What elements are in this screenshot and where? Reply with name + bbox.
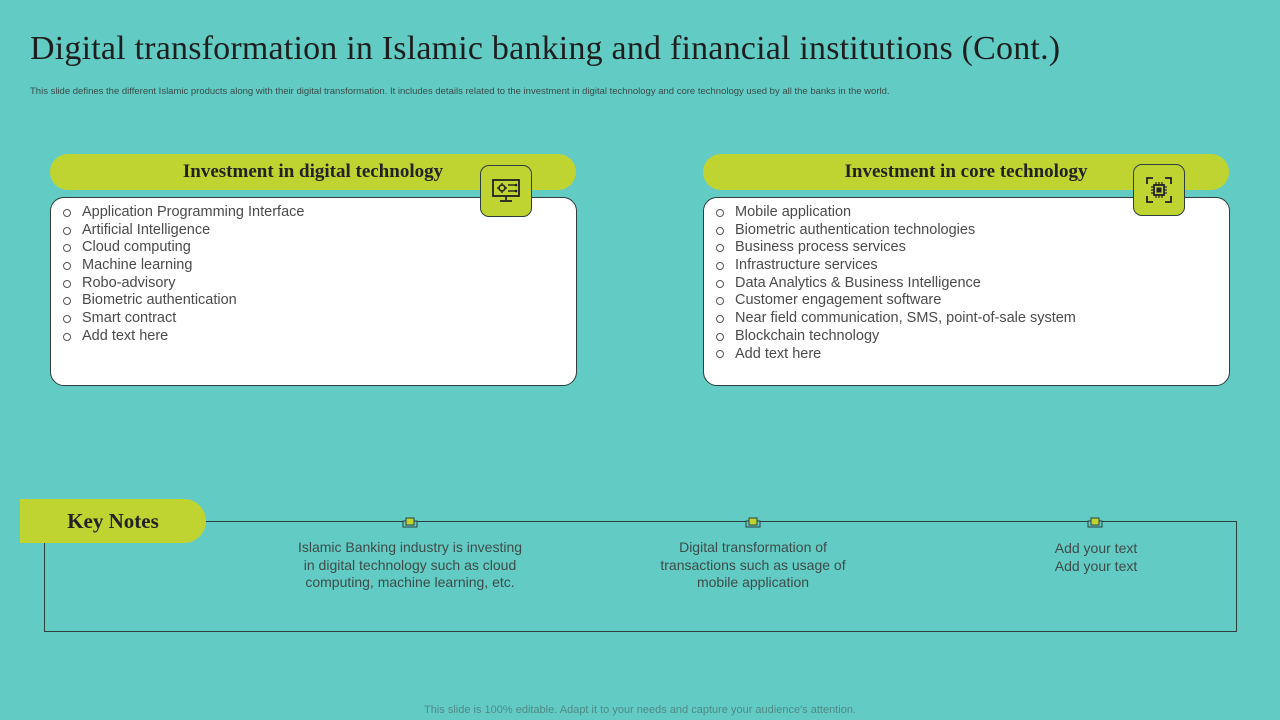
list-item: Smart contract [63,310,576,328]
list-item: Data Analytics & Business Intelligence [716,275,1229,293]
list-item: Business process services [716,239,1229,257]
list-item: Biometric authentication technologies [716,222,1229,240]
list-item: Add text here [716,346,1229,364]
bullet-icon [63,280,71,288]
list-item: Biometric authentication [63,292,576,310]
core-technology-list-panel [703,197,1230,386]
bullet-icon [63,244,71,252]
bullet-icon [716,244,724,252]
digital-technology-list-panel [50,197,577,386]
note-marker-icon [745,517,761,528]
bullet-icon [716,333,724,341]
bullet-icon [63,297,71,305]
chip-scan-icon [1133,164,1185,216]
bullet-icon [63,262,71,270]
list-item: Infrastructure services [716,257,1229,275]
bullet-icon [716,350,724,358]
bullet-icon [63,227,71,235]
monitor-gear-icon [480,165,532,217]
list-item: Near field communication, SMS, point-of-sale system [716,310,1229,328]
slide-subtitle: This slide defines the different Islamic products along with their digital transformation. It includes details related to the investment in digital technology and core technology used by all the banks in the world. [30,86,890,97]
list-item: Mobile application [716,204,1229,222]
bullet-icon [63,333,71,341]
bullet-icon [716,315,724,323]
bullet-icon [716,280,724,288]
note-marker-icon [1087,517,1103,528]
core-technology-heading: Investment in core technology [844,161,1088,182]
bullet-icon [716,209,724,217]
list-item: Machine learning [63,257,576,275]
digital-technology-list [63,204,576,346]
list-item: Add text here [63,328,576,346]
key-note-2: Digital transformation of transactions such as usage of mobile application [660,539,846,590]
note-marker-icon [402,517,418,528]
bullet-icon [63,315,71,323]
key-notes-label: Key Notes [67,508,159,533]
list-item: Cloud computing [63,239,576,257]
list-item: Blockchain technology [716,328,1229,346]
slide-title: Digital transformation in Islamic banking and financial institutions (Cont.) [30,30,1061,67]
digital-technology-heading: Investment in digital technology [182,161,444,182]
key-note-1: Islamic Banking industry is investing in digital technology such as cloud computing, machine learning, etc. [297,539,523,590]
key-note-3: Add your text Add your text [1054,540,1138,574]
list-item: Artificial Intelligence [63,222,576,240]
bullet-icon [716,227,724,235]
list-item: Application Programming Interface [63,204,576,222]
footer-note: This slide is 100% editable. Adapt it to your needs and capture your audience's attention. [424,704,856,716]
core-technology-list [716,204,1229,363]
bullet-icon [63,209,71,217]
list-item: Customer engagement software [716,292,1229,310]
bullet-icon [716,262,724,270]
list-item: Robo-advisory [63,275,576,293]
bullet-icon [716,297,724,305]
key-notes-tab [20,499,206,543]
